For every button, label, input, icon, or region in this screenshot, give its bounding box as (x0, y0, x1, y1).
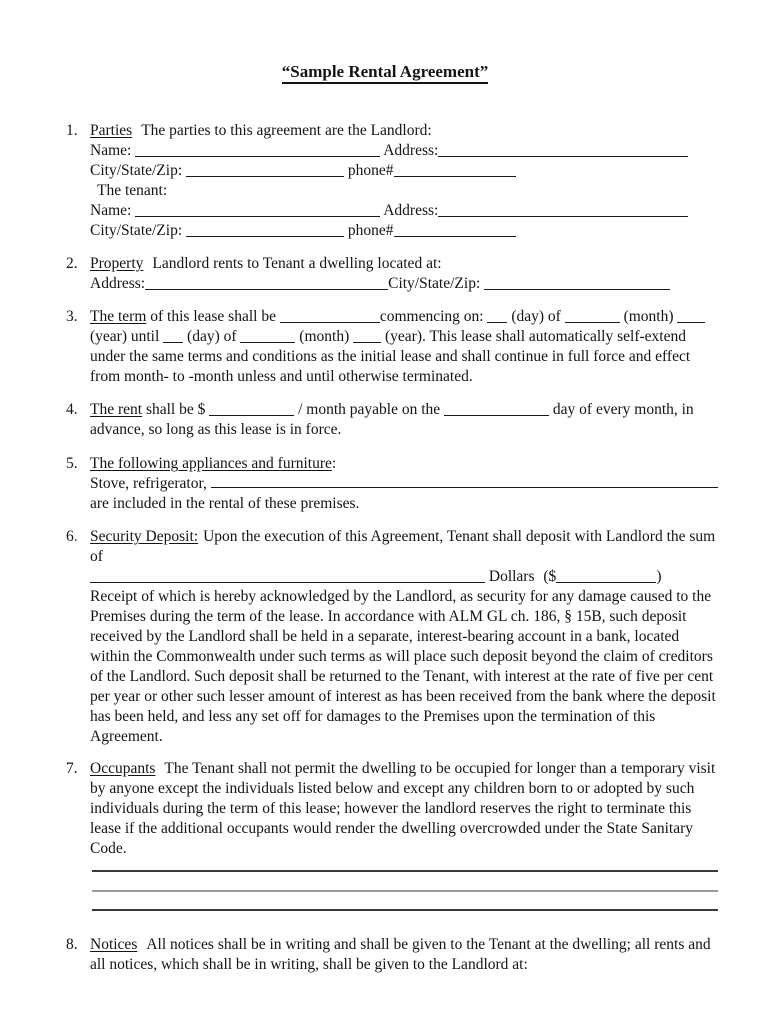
title-row (0, 62, 770, 83)
end-year-field[interactable] (353, 330, 381, 343)
landlord-phone-field[interactable] (394, 164, 516, 177)
rent-text: / month payable on the (298, 401, 441, 418)
end-month-field[interactable] (240, 330, 295, 343)
deposit-intro-line (66, 527, 718, 567)
term-text: (year). This lease shall automatically self-extend under the same terms and conditions as the initial lease and shall continue in full force and effect from month- to -month unless and until otherwise terminated. (90, 328, 691, 385)
property-heading: Property (90, 255, 144, 272)
occupants-body: The Tenant shall not permit the dwelling to be occupied for longer than a temporary visit by anyone except the individuals listed below and except any children born to or adopted by such individuals during the term of this lease; however the landlord reserves the right to terminate this lease if the additional occupants would render the dwelling overcrowded under the State Sanitary Code. (90, 760, 716, 857)
term-text: (month) (623, 308, 674, 325)
section-notices (66, 935, 718, 975)
dollars-label: Dollars (488, 568, 535, 585)
term-text: (year) (90, 328, 127, 345)
rent-text: shall be $ (145, 401, 206, 418)
notices-heading: Notices (90, 936, 138, 953)
section-number: 2. (66, 255, 78, 272)
parties-heading: Parties (90, 122, 133, 139)
tenant-city-field[interactable] (186, 224, 344, 237)
term-paragraph (66, 307, 718, 387)
property-city-field[interactable] (484, 277, 670, 290)
tenant-intro: The tenant: (97, 182, 168, 199)
phone-label: phone# (347, 162, 394, 179)
property-address-field[interactable] (145, 277, 388, 290)
section-term (66, 307, 718, 387)
deposit-heading: Security Deposit: (90, 528, 199, 545)
tenant-name-field[interactable] (135, 204, 380, 217)
city-label: City/State/Zip: (388, 275, 481, 292)
term-text: (day) of (511, 308, 561, 325)
term-text: of this lease shall be (150, 308, 276, 325)
section-occupants (66, 759, 718, 859)
appliances-included-line (90, 494, 718, 514)
address-label: Address: (383, 202, 439, 219)
tenant-city-line (90, 221, 718, 241)
occupants-heading: Occupants (90, 760, 156, 777)
term-heading: The term (90, 308, 147, 325)
rent-heading: The rent (90, 401, 143, 418)
section-number-dot: . (73, 528, 78, 545)
deposit-sum-line (90, 567, 718, 587)
section-number: 1. (66, 122, 78, 139)
landlord-name-line (90, 141, 718, 161)
section-number (66, 527, 78, 547)
term-length-field[interactable] (280, 310, 380, 323)
city-label: City/State/Zip: (90, 162, 183, 179)
page-title: “Sample Rental Agreement” (282, 62, 489, 84)
start-year-field[interactable] (677, 310, 705, 323)
landlord-name-field[interactable] (135, 144, 380, 157)
appliances-stove-text: Stove, refrigerator, (90, 475, 207, 492)
occupant-line-3-field[interactable] (92, 892, 718, 911)
start-day-field[interactable] (487, 310, 507, 323)
occupant-line-2-field[interactable] (92, 872, 718, 892)
phone-label: phone# (347, 222, 394, 239)
tenant-name-line (90, 201, 718, 221)
tenant-address-field[interactable] (438, 204, 688, 217)
property-intro: Landlord rents to Tenant a dwelling located at: (152, 255, 442, 272)
section-property (66, 254, 718, 294)
rent-text: day of every month, in advance, so long as this lease is in force. (90, 401, 694, 438)
rent-due-day-field[interactable] (444, 403, 549, 416)
deposit-body: Receipt of which is hereby acknowledged by the Landlord, as security for any damage caused to the Premises during the term of the lease. In accordance with ALM GL ch. 186, § 15B, such deposit received by the Landlord shall be held in a separate, interest-bearing account in a bank, located within the Commonwealth under such terms as will place such deposit beyond the claim of creditors of the Landlord. Such deposit shall be returned to the Tenant, with interest at the rate of five per cent per year or other such lesser amount of interest as has been received from the bank where the deposit has been held, and less any set off for damages to the Premises upon the termination of this Agreement. (90, 588, 716, 745)
rent-paragraph (66, 400, 718, 440)
term-text: until (130, 328, 160, 345)
city-label: City/State/Zip: (90, 222, 183, 239)
landlord-city-field[interactable] (186, 164, 344, 177)
property-address-line (90, 274, 718, 294)
parties-intro: The parties to this agreement are the Landlord: (141, 122, 432, 139)
deposit-intro: Upon the execution of this Agreement, Tenant shall deposit with Landlord the sum of (90, 528, 716, 565)
appliances-included-text: are included in the rental of these premises. (90, 495, 360, 512)
deposit-sum-words-field[interactable] (90, 570, 485, 583)
landlord-address-field[interactable] (438, 144, 688, 157)
open-paren: ($ (543, 568, 557, 585)
section-number: 8. (66, 936, 78, 953)
term-text: (day) of (187, 328, 237, 345)
term-text: (month) (299, 328, 350, 345)
landlord-city-line (90, 161, 718, 181)
section-number: 5. (66, 455, 78, 472)
section-number: 3. (66, 308, 78, 325)
property-intro-line (66, 254, 718, 274)
section-number: 7. (66, 760, 78, 777)
section-parties (66, 121, 718, 241)
start-month-field[interactable] (565, 310, 620, 323)
section-deposit (66, 527, 718, 747)
parties-intro-line (66, 121, 718, 141)
section-appliances (66, 454, 718, 514)
appliances-extra-field[interactable] (211, 475, 718, 488)
appliances-list-line (90, 474, 718, 494)
appliances-colon: : (331, 455, 337, 472)
section-number: 4. (66, 401, 78, 418)
end-day-field[interactable] (163, 330, 183, 343)
tenant-phone-field[interactable] (394, 224, 516, 237)
rent-amount-field[interactable] (209, 403, 294, 416)
tenant-intro-line (90, 181, 718, 201)
address-label: Address: (383, 142, 439, 159)
close-paren: ) (656, 568, 662, 585)
notices-body: All notices shall be in writing and shall be given to the Tenant at the dwelling; all rents and all notices, which shall be in writing, shall be given to the Landlord at: (90, 936, 711, 973)
name-label: Name: (90, 142, 132, 159)
address-label: Address: (90, 275, 146, 292)
deposit-amount-field[interactable] (556, 570, 656, 583)
appliances-heading-line (66, 454, 718, 474)
occupant-write-in-lines (92, 867, 718, 911)
section-number-digit: 6 (66, 528, 74, 545)
term-text: commencing on: (379, 308, 484, 325)
section-rent (66, 400, 718, 440)
notices-paragraph (66, 935, 718, 975)
appliances-heading: The following appliances and furniture (90, 455, 332, 472)
name-label: Name: (90, 202, 132, 219)
occupants-paragraph (66, 759, 718, 859)
